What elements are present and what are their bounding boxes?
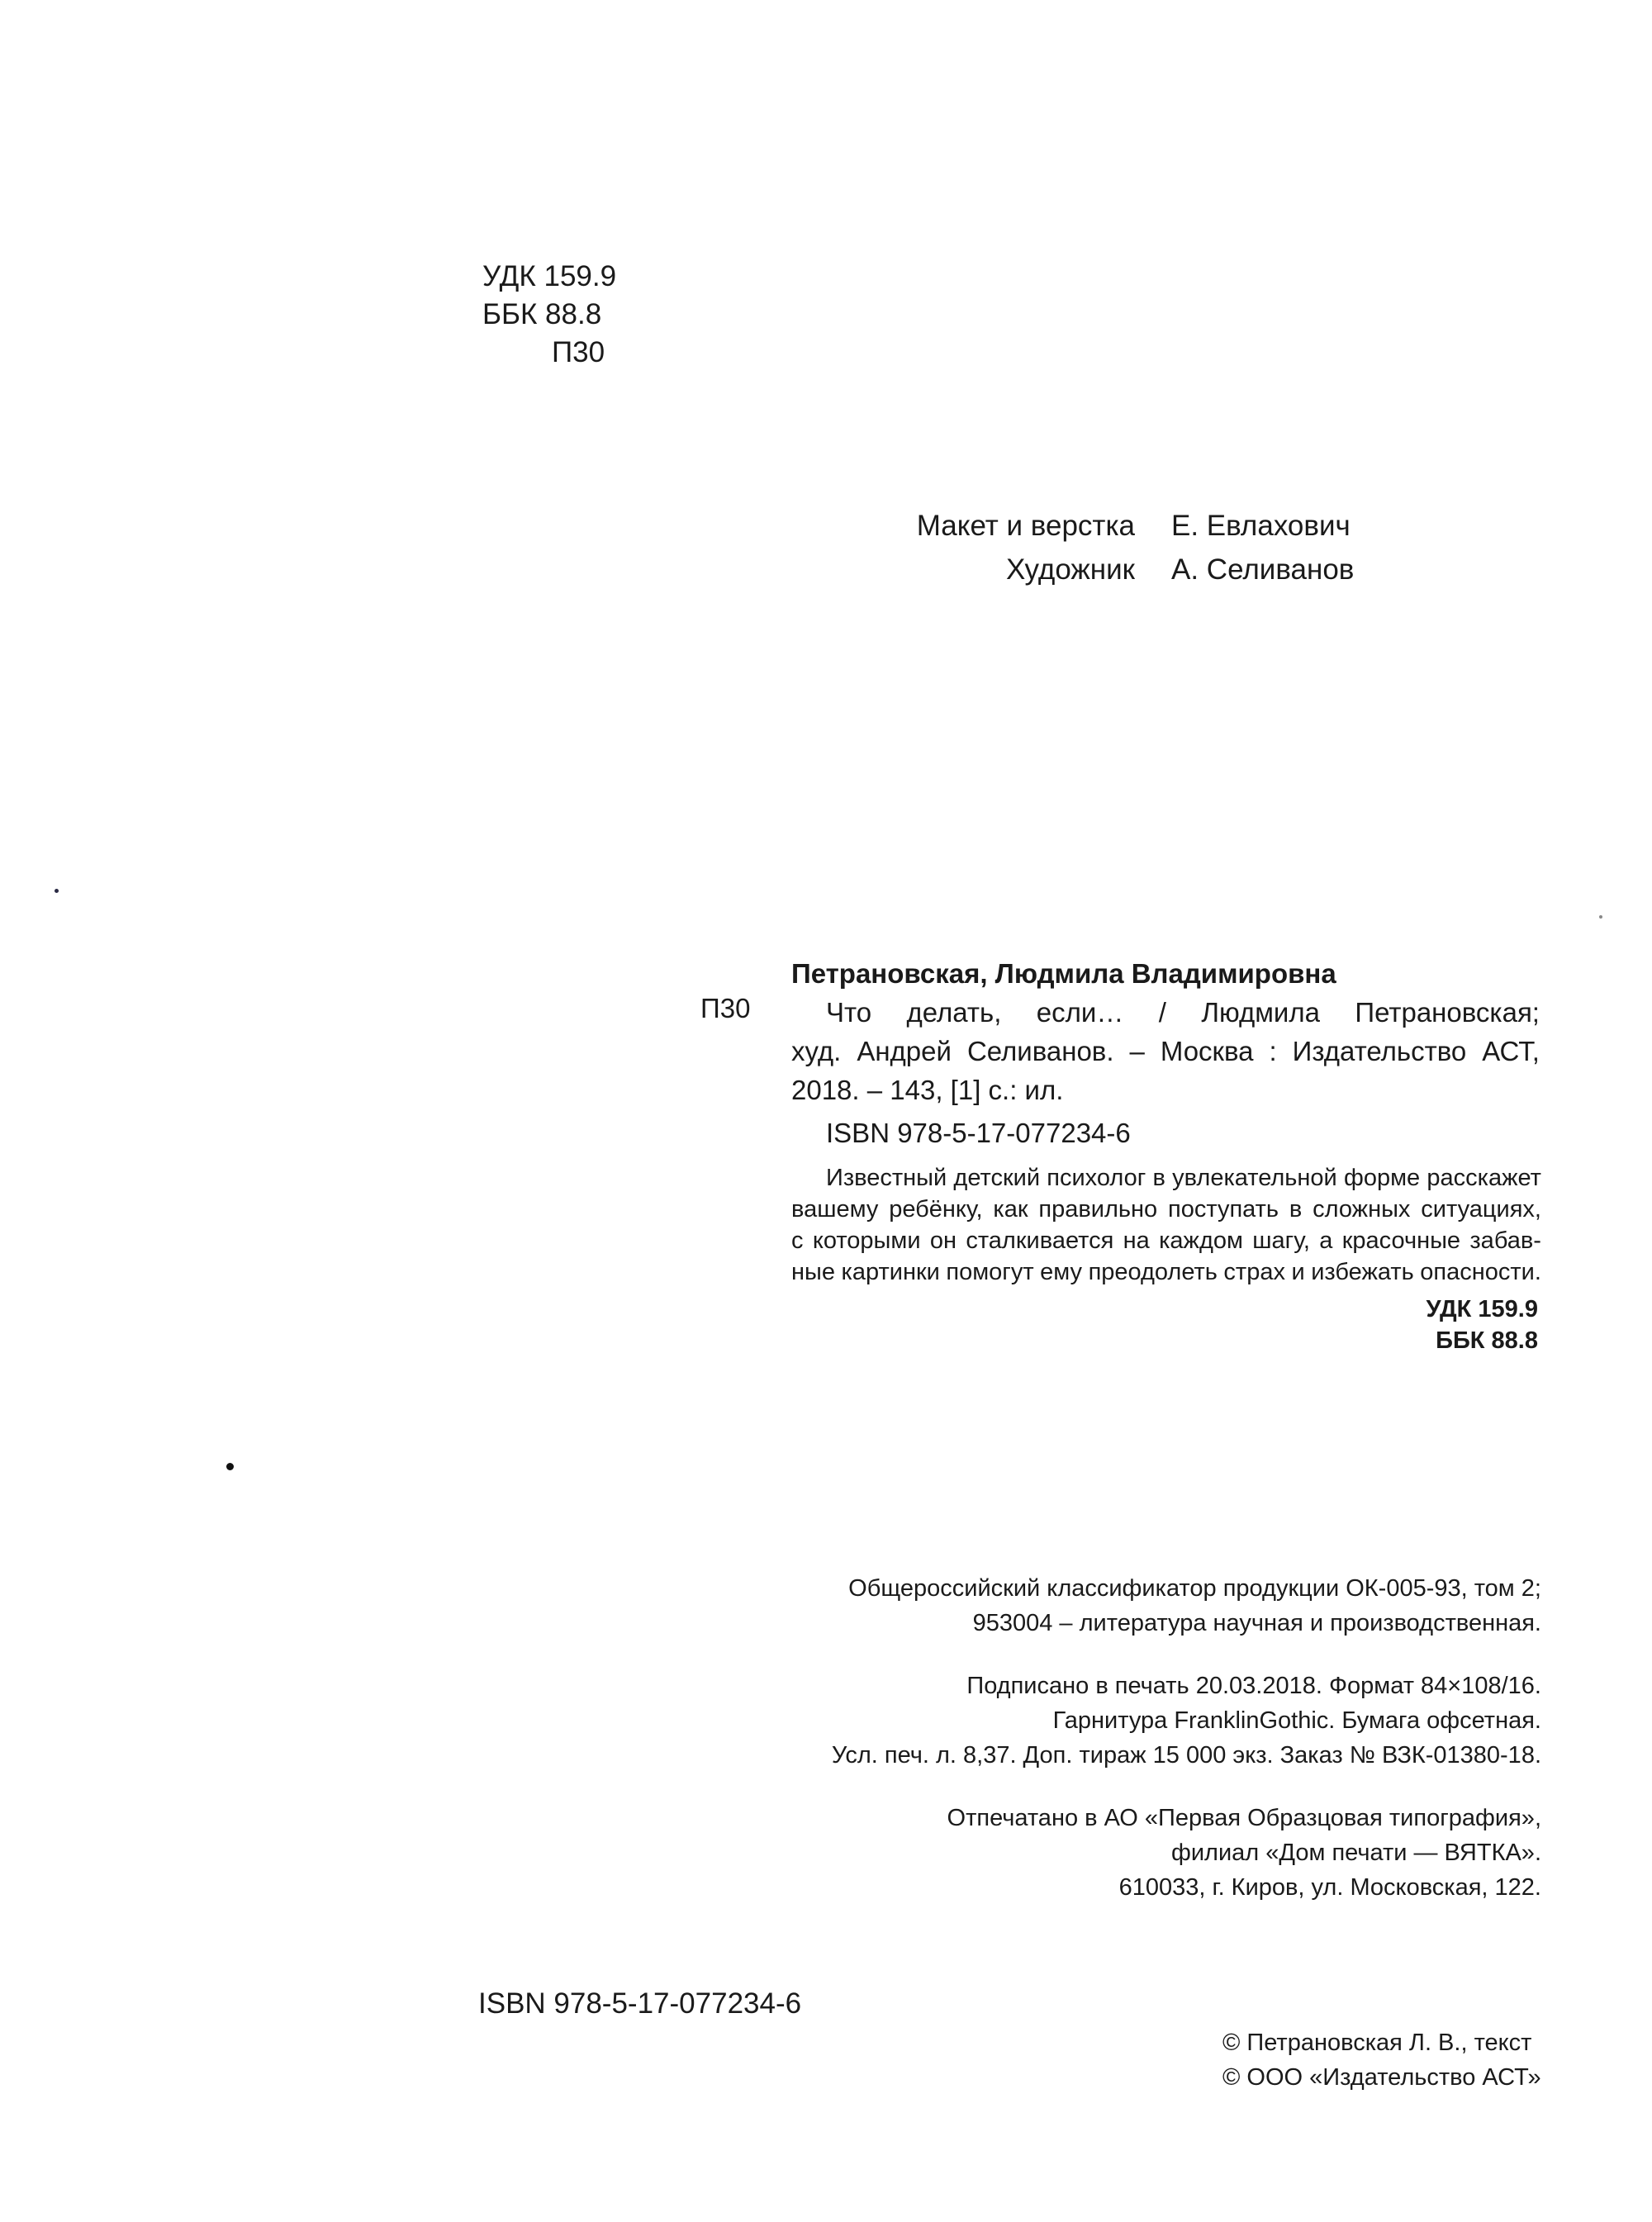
- annotation-word: каждом: [1159, 1227, 1243, 1254]
- desc-word: Москва: [1160, 1036, 1254, 1066]
- desc-word: Издательство: [1292, 1036, 1467, 1066]
- printer-block: [710, 1801, 1541, 1905]
- annotation-word: на: [1123, 1227, 1150, 1254]
- annotation-word: ему: [1040, 1259, 1083, 1285]
- credit-row-artist: [826, 548, 1354, 591]
- product-classifier-block: [710, 1571, 1541, 1640]
- record-description: [791, 993, 1540, 1109]
- credit-person: Е. Евлахович: [1171, 510, 1351, 542]
- annotation-word: расскажет: [1427, 1165, 1541, 1191]
- credit-role: Художник: [1005, 553, 1135, 586]
- record-author: Петрановская, Людмила Владимировна: [791, 958, 1336, 989]
- credit-row-layout: [826, 504, 1354, 548]
- product-classifier-line: Общероссийский классификатор продукции ОК-005-93, том 2;: [848, 1575, 1541, 1602]
- credits-block: [826, 504, 1354, 591]
- annotation-word: красочные: [1341, 1227, 1461, 1254]
- annotation-line: [791, 1225, 1541, 1256]
- annotation-word: которыми: [812, 1227, 921, 1254]
- annotation-line: [791, 1256, 1541, 1288]
- annotation-word: забав-: [1469, 1227, 1541, 1254]
- annotation-word: поступать: [1168, 1196, 1279, 1223]
- annotation-word: Известный: [826, 1165, 947, 1191]
- annotation-word: помогут: [946, 1259, 1034, 1285]
- desc-word: худ.: [791, 1036, 842, 1066]
- annotation-word: правильно: [1038, 1196, 1158, 1223]
- desc-word: Андрей: [857, 1036, 952, 1066]
- record-desc-line-2: [791, 1032, 1540, 1071]
- print-info-line: Гарнитура FranklinGothic. Бумага офсетная.: [1052, 1707, 1541, 1734]
- annotation-word: ные: [791, 1259, 835, 1285]
- annotation-word: психолог: [1047, 1165, 1146, 1191]
- annotation-word: с: [791, 1227, 804, 1254]
- annotation-word: шагу,: [1252, 1227, 1310, 1254]
- annotation-word: страх: [1223, 1259, 1285, 1285]
- udk-code: УДК 159.9: [482, 260, 617, 292]
- record-udk: УДК 159.9: [1426, 1296, 1538, 1322]
- credit-person: А. Селиванов: [1171, 553, 1355, 586]
- annotation-line: [791, 1162, 1541, 1194]
- annotation-word: в: [1289, 1196, 1303, 1223]
- annotation-word: он: [929, 1227, 957, 1254]
- annotation-word: а: [1319, 1227, 1333, 1254]
- annotation-word: ребёнку,: [889, 1196, 983, 1223]
- top-classification-block: [482, 258, 616, 372]
- record-desc-line-3: 2018. – 143, [1] с.: ил.: [791, 1075, 1064, 1105]
- annotation-word: вашему: [791, 1196, 879, 1223]
- bbk-code: ББК 88.8: [482, 298, 602, 330]
- printer-line: филиал «Дом печати — ВЯТКА».: [1170, 1840, 1541, 1866]
- annotation-word: сталкивается: [966, 1227, 1114, 1254]
- annotation-word: увлекательной: [1172, 1165, 1337, 1191]
- desc-word: АСТ,: [1482, 1036, 1540, 1066]
- printer-line: 610033, г. Киров, ул. Московская, 122.: [1118, 1874, 1541, 1901]
- isbn-bottom: ISBN 978-5-17-077234-6: [478, 1987, 802, 2020]
- scan-speck: [55, 889, 59, 893]
- annotation-word: и: [1291, 1259, 1305, 1285]
- desc-word: /: [1158, 997, 1166, 1028]
- desc-word: Что: [826, 997, 872, 1028]
- desc-word: делать,: [906, 997, 1002, 1028]
- print-info-block: [710, 1669, 1541, 1773]
- product-classifier-line: 953004 – литература научная и производственная.: [972, 1610, 1541, 1636]
- author-mark: П30: [552, 336, 605, 368]
- copyright-line: © Петрановская Л. В., текст: [1222, 2030, 1532, 2056]
- annotation-word: ситуациях,: [1421, 1196, 1541, 1223]
- record-annotation: [791, 1162, 1541, 1288]
- annotation-word: опасности.: [1420, 1259, 1541, 1285]
- desc-word: Селиванов.: [966, 1036, 1114, 1066]
- annotation-word: сложных: [1313, 1196, 1411, 1223]
- annotation-word: избежать: [1311, 1259, 1414, 1285]
- scan-speck: [1599, 915, 1602, 919]
- copyright-block: [1222, 2025, 1541, 2095]
- annotation-word: детский: [953, 1165, 1041, 1191]
- desc-word: –: [1129, 1036, 1145, 1066]
- annotation-word: как: [993, 1196, 1028, 1223]
- scan-speck: [226, 1463, 234, 1470]
- annotation-word: преодолеть: [1088, 1259, 1218, 1285]
- desc-word: если…: [1036, 997, 1124, 1028]
- copyright-line: © ООО «Издательство АСТ»: [1222, 2064, 1541, 2091]
- annotation-word: форме: [1343, 1165, 1421, 1191]
- record-isbn: ISBN 978-5-17-077234-6: [826, 1118, 1131, 1148]
- credit-role: Макет и верстка: [916, 510, 1135, 542]
- desc-word: :: [1269, 1036, 1277, 1066]
- desc-word: Людмила: [1201, 997, 1320, 1028]
- record-classification: [1239, 1294, 1538, 1356]
- record-author-mark: П30: [700, 993, 751, 1023]
- annotation-word: картинки: [841, 1259, 940, 1285]
- desc-word: Петрановская;: [1355, 997, 1540, 1028]
- print-info-line: Усл. печ. л. 8,37. Доп. тираж 15 000 экз. Заказ № ВЗК-01380-18.: [831, 1742, 1541, 1769]
- record-desc-line-1: [791, 993, 1540, 1032]
- annotation-line: [791, 1194, 1541, 1225]
- print-info-line: Подписано в печать 20.03.2018. Формат 84×108/16.: [966, 1673, 1541, 1699]
- printer-line: Отпечатано в АО «Первая Образцовая типография»,: [947, 1805, 1541, 1831]
- annotation-word: в: [1152, 1165, 1165, 1191]
- record-bbk: ББК 88.8: [1436, 1327, 1538, 1354]
